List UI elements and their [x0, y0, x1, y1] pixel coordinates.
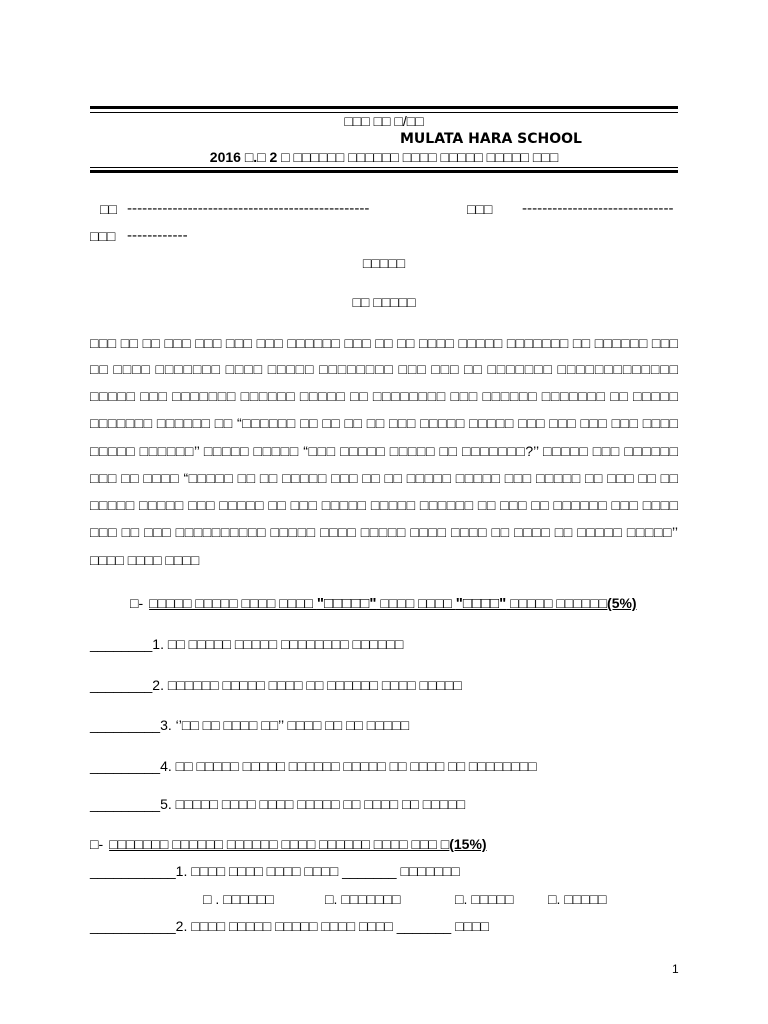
passage-line: □□□□□ □□□□□□’’ □□□□□ □□□□□ “□□□ □□□□□ □□□□□ □□ □□□□□□□?’’ □□□□□ □□□ □□□□□□ — [90, 443, 678, 459]
part-one-item — [90, 716, 409, 734]
part-one-item — [90, 757, 537, 775]
passage-line: □□□□□□□ □□□□□□ □□ “□□□□□□ □□ □□ □□ □□ □□□ □□□□□ □□□□□ □□□ □□□ □□□ □□□ □□□□ — [90, 415, 678, 431]
question-text: □□□□ — [455, 918, 489, 934]
passage-title: □□ □□□□□ — [352, 294, 416, 310]
question-text: □□□□□□□ — [400, 863, 460, 879]
passage-line: □□□□□ □□□ □□□□□□□ □□□□□□ □□□□□ □□ □□□□□□□□ □□□ □□□□□□ □□□□□□□ □□ □□□□□ — [90, 388, 678, 404]
part-two-instruction-text: □□□□□□□ □□□□□□ □□□□□□ □□□□ □□□□□□ □□□□ □□□ □ — [109, 836, 450, 852]
part-two-instruction — [109, 836, 486, 852]
false-word: "□□□□" — [455, 595, 507, 612]
item-text: ‘’□□ □□ □□□□ □□’’ □□□□ □□ □□ □□□□□ — [175, 717, 410, 733]
part-two-question — [90, 862, 460, 880]
answer-blank: ___________ — [90, 863, 176, 879]
choice-option-b: □. □□□□□□□ — [325, 891, 401, 907]
roll-blank: ------------ — [127, 228, 188, 244]
question-number: 1. — [175, 863, 188, 879]
answer-blank: _________ — [90, 758, 161, 774]
name-blank: ------------------------------------------------ — [127, 201, 370, 217]
roll-label: □□□ — [90, 228, 116, 244]
part-one-marker: □- — [130, 595, 144, 611]
section-label: □□□ — [467, 201, 493, 217]
item-number: 3. — [160, 717, 172, 733]
answer-blank: _________ — [90, 717, 161, 733]
true-word: "□□□□□" — [316, 595, 377, 612]
part-one-points: (5%) — [607, 595, 637, 611]
answer-blank: _________ — [90, 796, 161, 812]
item-text: □□□□□□ □□□□□ □□□□ □□ □□□□□□ □□□□ □□□□□ — [167, 677, 462, 693]
exam-title: 2016 □.□ 2 □ □□□□□□ □□□□□□ □□□□ □□□□□ □□□□□ □□□ — [209, 149, 559, 165]
name-label: □□ — [100, 201, 117, 217]
answer-blank: ________ — [90, 636, 153, 652]
part-one-item — [90, 676, 462, 694]
passage-line: □□□□□ □□□□□ □□□ □□□□□ □□ □□□ □□□□□ □□□□□ □□□□□□ □□ □□□ □□ □□□□□□ □□□ □□□□ — [90, 497, 678, 513]
choice-option-d: □. □□□□□ — [548, 891, 607, 907]
fill-in-blank: _______ — [396, 918, 452, 934]
part-two-heading — [90, 835, 487, 853]
part-one-item — [90, 635, 403, 653]
passage-line: □□□□ □□□□ □□□□ — [90, 552, 200, 568]
passage-line: □□□ □□ □□□□ “□□□□□ □□ □□ □□□□□ □□□ □□ □□ □□□□□ □□□□□ □□□ □□□□□ □□ □□□ □□ □□ — [90, 470, 678, 486]
question-text: □□□□ □□□□□ □□□□□ □□□□ □□□□ — [191, 918, 393, 934]
part-one-heading — [130, 594, 637, 613]
item-number: 2. — [152, 677, 164, 693]
part-one-item — [90, 795, 465, 813]
answer-blank: ___________ — [90, 918, 176, 934]
school-name-amharic: □□□ □□ □/□□ — [344, 113, 424, 129]
part-two-marker: □- — [90, 836, 104, 852]
question-number: 2. — [175, 918, 188, 934]
fill-in-blank: _______ — [342, 863, 397, 879]
part-two-points: (15%) — [449, 836, 487, 852]
passage-line: □□□ □□ □□ □□□ □□□ □□□ □□□ □□□□□□ □□□ □□ □□ □□□□ □□□□□ □□□□□□□ □□ □□□□□□ □□□ — [90, 335, 678, 351]
page-number: 1 — [672, 962, 679, 976]
item-number: 1. — [152, 636, 164, 652]
item-text: □□□□□ □□□□ □□□□ □□□□□ □□ □□□□ □□ □□□□□ — [175, 796, 466, 812]
part-one-instruction-text: □□□□ □□□□ — [376, 595, 456, 611]
school-name: MULATA HARA SCHOOL — [400, 131, 582, 147]
choice-option-a: □ . □□□□□□ — [203, 891, 274, 907]
item-text: □□ □□□□□ □□□□□ □□□□□□ □□□□□ □□ □□□□ □□ □□□□□□□□ — [175, 758, 537, 774]
question-text: □□□□ □□□□ □□□□ □□□□ — [191, 863, 339, 879]
passage-line: □□ □□□□ □□□□□□□ □□□□ □□□□□ □□□□□□□□ □□□ □□□ □□ □□□□□□□ □□□□□□□□□□□□□ — [90, 361, 678, 377]
item-text: □□ □□□□□ □□□□□ □□□□□□□□ □□□□□□ — [167, 636, 404, 652]
choice-option-c: □. □□□□□ — [455, 891, 514, 907]
item-number: 4. — [160, 758, 172, 774]
part-one-instruction-text: □□□□□ □□□□□ □□□□ □□□□ — [149, 595, 317, 611]
subject-title: □□□□□ — [362, 255, 406, 271]
section-blank: ------------------------------ — [522, 201, 674, 217]
item-number: 5. — [160, 796, 172, 812]
part-one-instruction — [149, 595, 636, 611]
passage-line: □□□ □□ □□□ □□□□□□□□□□ □□□□□ □□□□ □□□□□ □□□□ □□□□ □□ □□□□ □□ □□□□□ □□□□□’’ — [90, 524, 678, 540]
part-two-question — [90, 917, 489, 935]
header-top-thick-rule — [90, 106, 678, 109]
answer-blank: ________ — [90, 677, 153, 693]
part-one-instruction-text: □□□□□ □□□□□□ — [506, 595, 608, 611]
header-bottom-thick-rule — [90, 170, 678, 173]
header-bottom-thin-rule — [90, 167, 678, 168]
